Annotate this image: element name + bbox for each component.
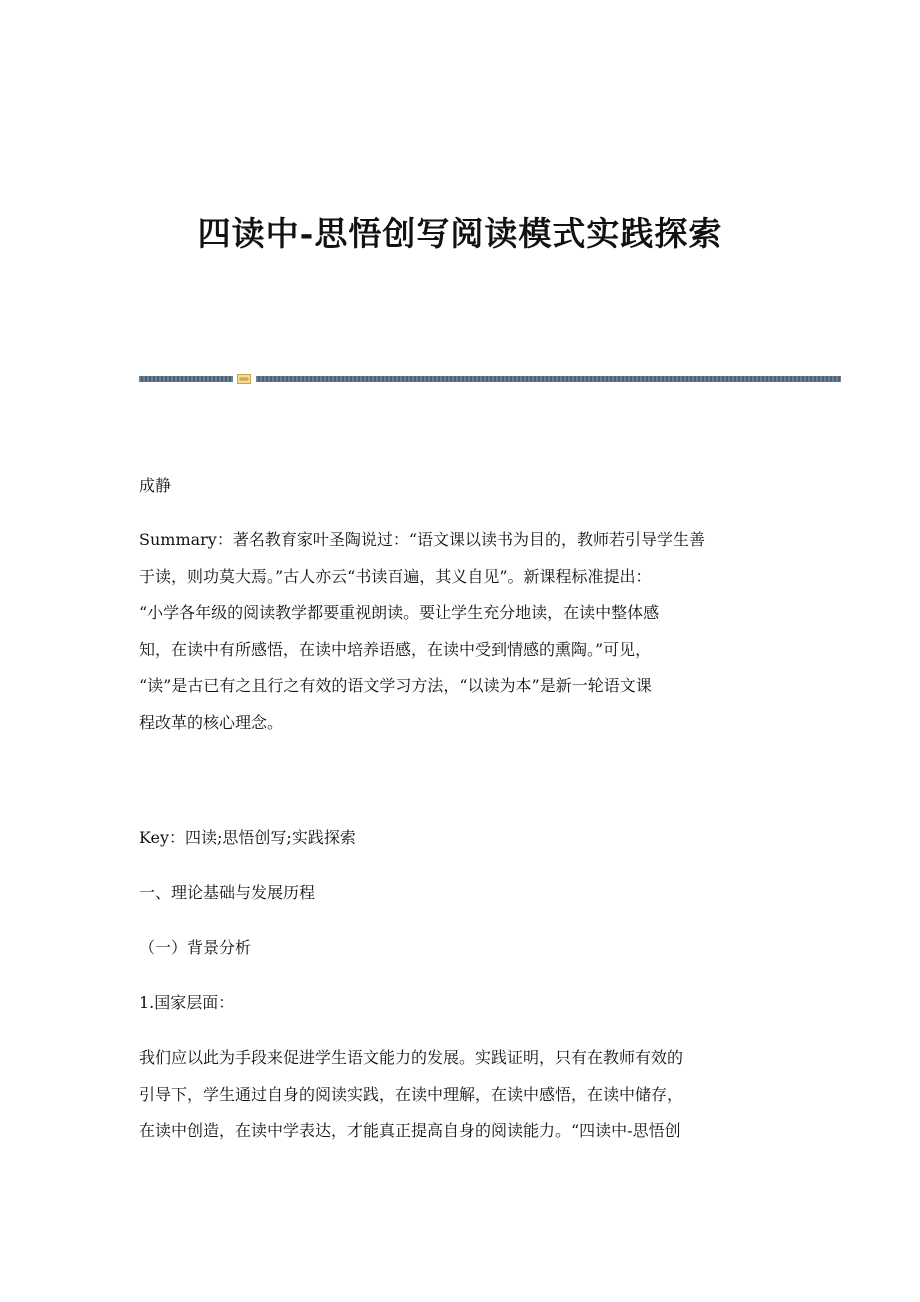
subsection-heading: （一）背景分析	[139, 938, 252, 957]
summary-line: “小学各年级的阅读教学都要重视朗读。要让学生充分地读，在读中整体感	[139, 603, 660, 622]
summary-paragraph	[139, 522, 789, 741]
body-paragraph	[139, 1040, 789, 1150]
summary-line: Summary：著名教育家叶圣陶说过：“语文课以读书为目的，教师若引导学生善	[139, 530, 706, 549]
keywords-line: Key：四读;思悟创写;实践探索	[139, 828, 356, 847]
summary-line: 知，在读中有所感悟，在读中培养语感，在读中受到情感的熏陶。”可见，	[139, 639, 652, 659]
divider-bar-left	[139, 376, 233, 382]
body-line: 在读中创造，在读中学表达，才能真正提高自身的阅读能力。“四读中-思悟创	[139, 1121, 681, 1140]
title-divider	[139, 374, 841, 384]
divider-bar-right	[256, 376, 841, 382]
divider-ornament-icon	[237, 374, 251, 384]
item-heading: 1.国家层面：	[139, 993, 235, 1012]
section-heading: 一、理论基础与发展历程	[139, 883, 316, 902]
summary-line: 程改革的核心理念。	[139, 712, 284, 732]
document-title: 四读中-思悟创写阅读模式实践探索	[197, 214, 723, 253]
body-line: 我们应以此为手段来促进学生语文能力的发展。实践证明，只有在教师有效的	[139, 1048, 684, 1067]
author-name: 成静	[139, 476, 172, 495]
summary-line: “读”是古已有之且行之有效的语文学习方法，“以读为本”是新一轮语文课	[139, 676, 652, 695]
body-line: 引导下，学生通过自身的阅读实践，在读中理解，在读中感悟，在读中储存，	[139, 1084, 684, 1104]
summary-line: 于读，则功莫大焉。”古人亦云“书读百遍，其义自见”。新课程标准提出：	[139, 566, 652, 586]
